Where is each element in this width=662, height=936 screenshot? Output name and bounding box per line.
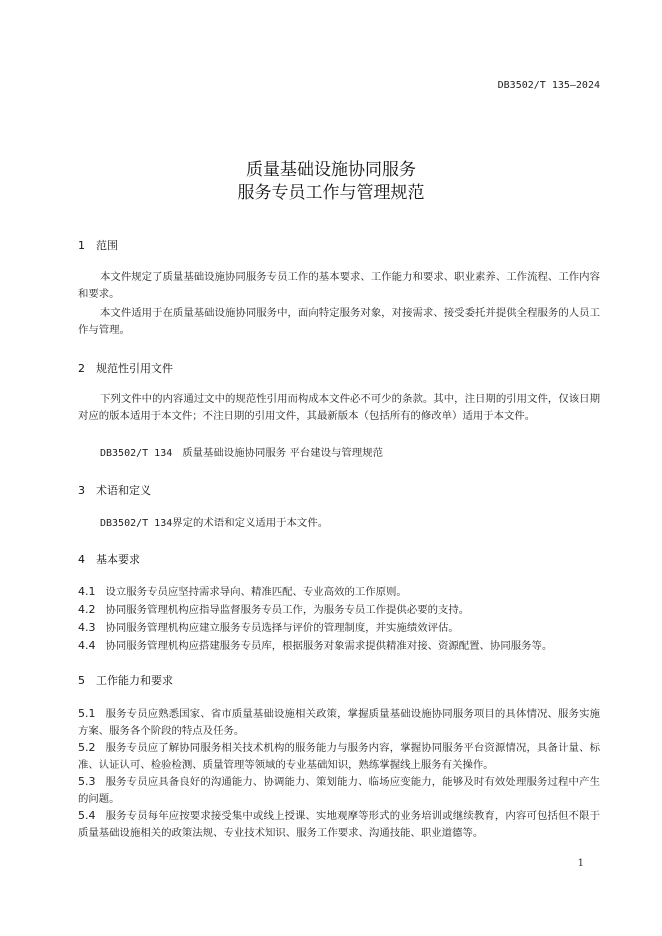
reference-code: DB3502/T 134 [100, 518, 173, 529]
section-title: 范围 [96, 239, 118, 252]
document-title-line-1: 质量基础设施协同服务 [246, 160, 416, 180]
page-number: 1 [577, 858, 584, 869]
clause-number: 5.4 [78, 809, 96, 822]
clause-number: 5.1 [78, 707, 96, 720]
section-3-heading [78, 482, 151, 498]
clause-number: 5.3 [78, 775, 96, 788]
clause-4-1 [78, 583, 600, 601]
definition-text: 界定的术语和定义适用于本文件。 [172, 517, 329, 529]
clause-number: 4.1 [78, 585, 96, 598]
clause-text: 设立服务专员应坚持需求导向、精准匹配、专业高效的工作原则。 [105, 586, 407, 598]
section-4-heading [78, 551, 140, 567]
clause-4-2 [78, 601, 600, 619]
clause-number: 4.2 [78, 603, 96, 616]
section-number: 3 [78, 484, 85, 497]
clause-5-3 [78, 773, 600, 808]
section-number: 5 [78, 674, 85, 687]
reference-code: DB3502/T 134 [100, 448, 173, 459]
clause-number: 5.2 [78, 741, 96, 754]
section-1-paragraph-1: 本文件规定了质量基础设施协同服务专员工作的基本要求、工作能力和要求、职业素养、工作流程、工作内容和要求。 [78, 271, 600, 300]
section-2-heading [78, 360, 173, 376]
clause-5-1 [78, 705, 600, 740]
section-title: 术语和定义 [96, 484, 151, 497]
clause-4-3 [78, 619, 600, 637]
section-1-heading [78, 237, 118, 253]
clause-5-4 [78, 807, 600, 842]
clause-text: 协同服务管理机构应建立服务专员选择与评价的管理制度，并实施绩效评估。 [105, 622, 459, 634]
clause-text: 协同服务管理机构应搭建服务专员库，根据服务对象需求提供精准对接、资源配置、协同服务等。 [105, 640, 553, 652]
clause-text: 服务专员应了解协同服务相关技术机构的服务能力与服务内容，掌握协同服务平台资源情况，具备计量、标准、认证认可、检验检测、质量管理等领域的专业基础知识，熟练掌握线上服务有关操作。 [78, 742, 600, 771]
reference-title: 质量基础设施协同服务 平台建设与管理规范 [182, 447, 383, 459]
section-3-paragraph-1 [100, 514, 328, 529]
clause-number: 4.3 [78, 621, 96, 634]
section-number: 4 [78, 553, 85, 566]
clause-5-2 [78, 739, 600, 774]
clause-text: 服务专员应具备良好的沟通能力、协调能力、策划能力、临场应变能力，能够及时有效处理服务过程中产生的问题。 [78, 776, 600, 805]
section-2-paragraph-1: 下列文件中的内容通过文中的规范性引用而构成本文件必不可少的条款。其中，注日期的引用文件，仅该日期对应的版本适用于本文件；不注日期的引用文件，其最新版本（包括所有的修改单）适用于本文件。 [78, 393, 600, 422]
section-1-paragraph-2: 本文件适用于在质量基础设施协同服务中，面向特定服务对象，对接需求、接受委托并提供全程服务的人员工作与管理。 [78, 307, 600, 336]
section-5-heading [78, 672, 173, 688]
normative-reference [100, 444, 383, 459]
document-title-line-2: 服务专员工作与管理规范 [237, 183, 425, 203]
clause-text: 服务专员应熟悉国家、省市质量基础设施相关政策，掌握质量基础设施协同服务项目的具体情况、服务实施方案、服务各个阶段的特点及任务。 [78, 708, 600, 737]
standard-code: DB3502/T 135—2024 [497, 80, 600, 91]
clause-text: 协同服务管理机构应指导监督服务专员工作，为服务专员工作提供必要的支持。 [105, 604, 470, 616]
section-number: 2 [78, 362, 85, 375]
clause-number: 4.4 [78, 639, 96, 652]
section-title: 基本要求 [96, 553, 140, 566]
clause-4-4 [78, 637, 600, 655]
clause-text: 服务专员每年应按要求接受集中或线上授课、实地观摩等形式的业务培训或继续教育，内容可包括但不限于质量基础设施相关的政策法规、专业技术知识、服务工作要求、沟通技能、职业道德等。 [78, 810, 600, 839]
section-title: 工作能力和要求 [96, 674, 173, 687]
section-title: 规范性引用文件 [96, 362, 173, 375]
section-number: 1 [78, 239, 85, 252]
